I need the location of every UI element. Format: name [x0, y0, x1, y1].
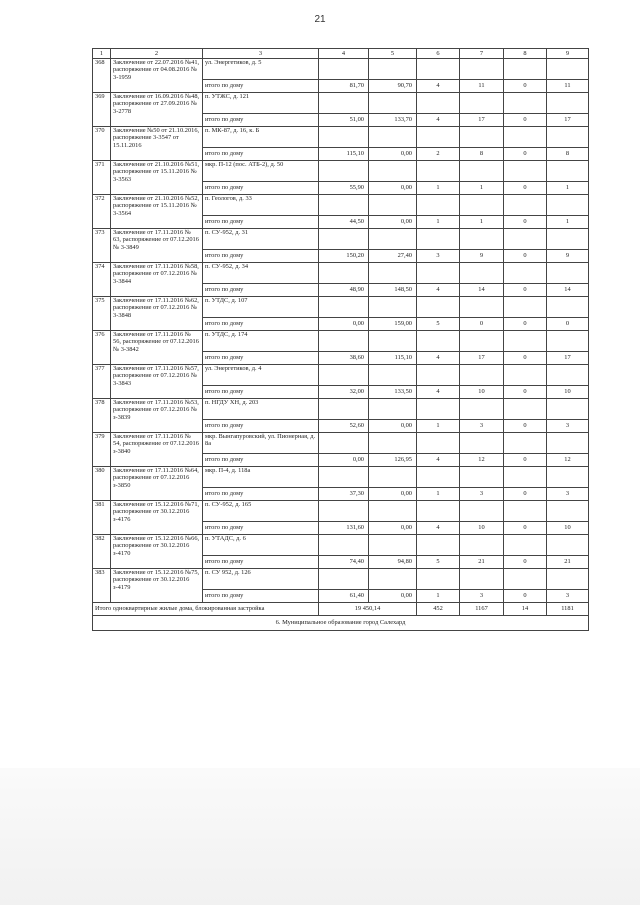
empty-cell	[417, 59, 460, 80]
empty-cell	[504, 127, 547, 148]
register-table	[92, 48, 589, 631]
value-col8: 0	[504, 454, 547, 467]
empty-cell	[547, 161, 589, 182]
empty-cell	[417, 127, 460, 148]
value-col5: 0,00	[369, 488, 417, 501]
value-col5: 0,00	[369, 148, 417, 161]
document-cell: Заключение от 22.07.2016 №41, распоряжение от 04.08.2016 № 3-1959	[111, 59, 203, 93]
empty-cell	[460, 535, 504, 556]
value-col8: 0	[504, 148, 547, 161]
row-number: 374	[93, 263, 111, 297]
empty-cell	[460, 195, 504, 216]
value-col7: 1	[460, 216, 504, 229]
empty-cell	[547, 263, 589, 284]
empty-cell	[460, 229, 504, 250]
table-row	[93, 297, 589, 318]
grand-total-label: Итого одноквартирные жилые дома, блокированная застройка	[93, 603, 319, 616]
empty-cell	[547, 127, 589, 148]
empty-cell	[460, 467, 504, 488]
empty-cell	[417, 467, 460, 488]
empty-cell	[504, 569, 547, 590]
value-col4: 38,60	[319, 352, 369, 365]
table-row	[93, 365, 589, 386]
row-number: 375	[93, 297, 111, 331]
document-cell: Заключение от 17.11.2016 № 63, распоряжение от 07.12.2016 № 3-3849	[111, 229, 203, 263]
empty-cell	[504, 535, 547, 556]
empty-cell	[547, 59, 589, 80]
house-total-label: итого по дому	[203, 420, 319, 433]
value-col8: 0	[504, 216, 547, 229]
value-col9: 21	[547, 556, 589, 569]
value-col9: 10	[547, 522, 589, 535]
table-row	[93, 229, 589, 250]
table-row	[93, 501, 589, 522]
house-total-label: итого по дому	[203, 284, 319, 297]
row-number: 372	[93, 195, 111, 229]
row-number: 376	[93, 331, 111, 365]
empty-cell	[547, 195, 589, 216]
empty-cell	[319, 127, 369, 148]
table-row	[93, 569, 589, 590]
value-col8: 0	[504, 182, 547, 195]
house-total-label: итого по дому	[203, 556, 319, 569]
value-col4: 74,40	[319, 556, 369, 569]
empty-cell	[504, 501, 547, 522]
value-col5: 0,00	[369, 216, 417, 229]
value-col7: 21	[460, 556, 504, 569]
empty-cell	[369, 331, 417, 352]
empty-cell	[460, 263, 504, 284]
empty-cell	[369, 399, 417, 420]
address-cell: п. СУ-952, д. 165	[203, 501, 319, 522]
document-cell: Заключение от 16.09.2016 №48, распоряжение от 27.09.2016 № 3-2778	[111, 93, 203, 127]
value-col7: 12	[460, 454, 504, 467]
value-col8: 0	[504, 318, 547, 331]
value-col9: 3	[547, 590, 589, 603]
value-col7: 10	[460, 386, 504, 399]
house-total-label: итого по дому	[203, 352, 319, 365]
address-cell: ул. Энергетиков, д. 4	[203, 365, 319, 386]
empty-cell	[369, 433, 417, 454]
empty-cell	[319, 93, 369, 114]
empty-cell	[460, 161, 504, 182]
document-cell: Заключение от 17.11.2016 №64, распоряжение от 07.12.2016 з-3850	[111, 467, 203, 501]
empty-cell	[369, 569, 417, 590]
value-col6: 1	[417, 590, 460, 603]
value-col7: 3	[460, 590, 504, 603]
value-col8: 0	[504, 420, 547, 433]
value-col9: 0	[547, 318, 589, 331]
value-col5: 159,00	[369, 318, 417, 331]
empty-cell	[504, 161, 547, 182]
document-cell: Заключение от 15.12.2016 №75, распоряжение от 30.12.2016 з-4179	[111, 569, 203, 603]
address-cell: п. УТДС, д. 174	[203, 331, 319, 352]
value-col5: 126,95	[369, 454, 417, 467]
value-col8: 0	[504, 80, 547, 93]
value-col5: 0,00	[369, 590, 417, 603]
section-row	[93, 616, 589, 631]
empty-cell	[319, 433, 369, 454]
address-cell: п. СУ-952, д. 34	[203, 263, 319, 284]
house-total-label: итого по дому	[203, 590, 319, 603]
value-col6: 5	[417, 556, 460, 569]
value-col7: 3	[460, 420, 504, 433]
row-number: 378	[93, 399, 111, 433]
value-col9: 1	[547, 182, 589, 195]
document-cell: Заключение от 21.10.2016 №51, распоряжение от 15.11.2016 № 3-3563	[111, 161, 203, 195]
empty-cell	[417, 263, 460, 284]
value-col6: 4	[417, 522, 460, 535]
house-total-label: итого по дому	[203, 114, 319, 127]
value-col6: 1	[417, 216, 460, 229]
value-col6: 4	[417, 284, 460, 297]
empty-cell	[460, 297, 504, 318]
document-cell: Заключение от 21.10.2016 №52, распоряжение от 15.11.2016 № 3-3564	[111, 195, 203, 229]
value-col9: 11	[547, 80, 589, 93]
row-number: 373	[93, 229, 111, 263]
value-col7: 10	[460, 522, 504, 535]
grand-total-col9: 1181	[547, 603, 589, 616]
value-col8: 0	[504, 284, 547, 297]
header-cell: 9	[547, 49, 589, 59]
row-number: 382	[93, 535, 111, 569]
empty-cell	[460, 501, 504, 522]
value-col6: 5	[417, 318, 460, 331]
table-row	[93, 195, 589, 216]
value-col8: 0	[504, 114, 547, 127]
empty-cell	[460, 127, 504, 148]
empty-cell	[319, 229, 369, 250]
empty-cell	[369, 127, 417, 148]
document-cell: Заключение от 17.11.2016 №57, распоряжение от 07.12.2016 № 3-3843	[111, 365, 203, 399]
row-number: 383	[93, 569, 111, 603]
table-row	[93, 161, 589, 182]
empty-cell	[319, 535, 369, 556]
address-cell: ул. Энергетиков, д. 5	[203, 59, 319, 80]
empty-cell	[369, 297, 417, 318]
empty-cell	[547, 365, 589, 386]
address-cell: п. СУ-952, д. 31	[203, 229, 319, 250]
header-cell: 5	[369, 49, 417, 59]
value-col9: 12	[547, 454, 589, 467]
value-col9: 10	[547, 386, 589, 399]
value-col5: 0,00	[369, 420, 417, 433]
value-col6: 4	[417, 386, 460, 399]
house-total-label: итого по дому	[203, 250, 319, 263]
empty-cell	[504, 59, 547, 80]
empty-cell	[369, 195, 417, 216]
value-col5: 133,70	[369, 114, 417, 127]
row-number: 381	[93, 501, 111, 535]
header-cell: 8	[504, 49, 547, 59]
address-cell: мкр. П-12 (пос. АТБ-2), д. 50	[203, 161, 319, 182]
empty-cell	[460, 399, 504, 420]
value-col5: 133,50	[369, 386, 417, 399]
empty-cell	[417, 331, 460, 352]
empty-cell	[417, 501, 460, 522]
empty-cell	[369, 501, 417, 522]
empty-cell	[460, 331, 504, 352]
value-col5: 0,00	[369, 182, 417, 195]
empty-cell	[369, 93, 417, 114]
row-number: 379	[93, 433, 111, 467]
empty-cell	[319, 331, 369, 352]
table-row	[93, 535, 589, 556]
value-col7: 1	[460, 182, 504, 195]
grand-total-col8: 14	[504, 603, 547, 616]
value-col4: 0,00	[319, 454, 369, 467]
value-col9: 17	[547, 114, 589, 127]
house-total-label: итого по дому	[203, 522, 319, 535]
header-cell: 2	[111, 49, 203, 59]
row-number: 371	[93, 161, 111, 195]
value-col8: 0	[504, 590, 547, 603]
header-cell: 3	[203, 49, 319, 59]
empty-cell	[417, 365, 460, 386]
value-col5: 0,00	[369, 522, 417, 535]
address-cell: п. НГДУ ХН, д. 203	[203, 399, 319, 420]
value-col6: 1	[417, 182, 460, 195]
value-col9: 3	[547, 420, 589, 433]
value-col4: 51,00	[319, 114, 369, 127]
row-number: 380	[93, 467, 111, 501]
value-col4: 131,60	[319, 522, 369, 535]
value-col5: 94,80	[369, 556, 417, 569]
empty-cell	[547, 297, 589, 318]
value-col4: 115,10	[319, 148, 369, 161]
header-cell: 4	[319, 49, 369, 59]
value-col7: 9	[460, 250, 504, 263]
document-cell: Заключение №50 от 21.10.2016, распоряжение 3-3547 от 15.11.2016	[111, 127, 203, 161]
empty-cell	[417, 569, 460, 590]
empty-cell	[319, 195, 369, 216]
value-col6: 4	[417, 114, 460, 127]
value-col8: 0	[504, 522, 547, 535]
empty-cell	[547, 331, 589, 352]
value-col8: 0	[504, 250, 547, 263]
table-row	[93, 93, 589, 114]
scan-margin	[0, 768, 640, 905]
value-col9: 14	[547, 284, 589, 297]
empty-cell	[504, 331, 547, 352]
empty-cell	[504, 433, 547, 454]
address-cell: мкр. П-4, д. 118а	[203, 467, 319, 488]
empty-cell	[417, 433, 460, 454]
value-col7: 17	[460, 352, 504, 365]
empty-cell	[319, 569, 369, 590]
value-col9: 17	[547, 352, 589, 365]
empty-cell	[547, 501, 589, 522]
value-col6: 4	[417, 80, 460, 93]
empty-cell	[369, 161, 417, 182]
empty-cell	[369, 365, 417, 386]
empty-cell	[369, 467, 417, 488]
value-col6: 1	[417, 420, 460, 433]
value-col4: 32,00	[319, 386, 369, 399]
empty-cell	[547, 433, 589, 454]
empty-cell	[369, 263, 417, 284]
header-cell: 7	[460, 49, 504, 59]
empty-cell	[504, 195, 547, 216]
value-col8: 0	[504, 386, 547, 399]
empty-cell	[504, 467, 547, 488]
value-col4: 61,40	[319, 590, 369, 603]
value-col6: 4	[417, 352, 460, 365]
value-col4: 37,30	[319, 488, 369, 501]
address-cell: п. УТАДС, д. 6	[203, 535, 319, 556]
empty-cell	[547, 569, 589, 590]
empty-cell	[417, 229, 460, 250]
value-col8: 0	[504, 556, 547, 569]
value-col9: 1	[547, 216, 589, 229]
value-col6: 1	[417, 488, 460, 501]
empty-cell	[417, 195, 460, 216]
value-col7: 17	[460, 114, 504, 127]
row-number: 370	[93, 127, 111, 161]
house-total-label: итого по дому	[203, 488, 319, 501]
value-col4: 52,60	[319, 420, 369, 433]
empty-cell	[319, 365, 369, 386]
empty-cell	[504, 297, 547, 318]
empty-cell	[504, 93, 547, 114]
header-cell: 6	[417, 49, 460, 59]
value-col9: 8	[547, 148, 589, 161]
house-total-label: итого по дому	[203, 386, 319, 399]
empty-cell	[319, 501, 369, 522]
document-cell: Заключение от 17.11.2016 №62, распоряжение от 07.12.2016 № 3-3848	[111, 297, 203, 331]
house-total-label: итого по дому	[203, 80, 319, 93]
empty-cell	[319, 161, 369, 182]
address-cell: п. УТДС, д. 107	[203, 297, 319, 318]
empty-cell	[504, 399, 547, 420]
value-col7: 3	[460, 488, 504, 501]
table-row	[93, 127, 589, 148]
table-row	[93, 263, 589, 284]
value-col6: 3	[417, 250, 460, 263]
empty-cell	[504, 365, 547, 386]
address-cell: п. СУ 952, д. 126	[203, 569, 319, 590]
empty-cell	[460, 365, 504, 386]
empty-cell	[547, 93, 589, 114]
value-col8: 0	[504, 352, 547, 365]
empty-cell	[319, 59, 369, 80]
value-col9: 3	[547, 488, 589, 501]
grand-total-col6: 452	[417, 603, 460, 616]
value-col4: 81,70	[319, 80, 369, 93]
grand-total-row	[93, 603, 589, 616]
address-cell: п. УТЖС, д. 121	[203, 93, 319, 114]
empty-cell	[369, 59, 417, 80]
value-col4: 48,90	[319, 284, 369, 297]
value-col7: 8	[460, 148, 504, 161]
empty-cell	[319, 467, 369, 488]
value-col4: 0,00	[319, 318, 369, 331]
value-col5: 90,70	[369, 80, 417, 93]
empty-cell	[547, 467, 589, 488]
empty-cell	[460, 59, 504, 80]
table-row	[93, 59, 589, 80]
house-total-label: итого по дому	[203, 216, 319, 229]
value-col6: 4	[417, 454, 460, 467]
value-col8: 0	[504, 488, 547, 501]
header-row	[93, 49, 589, 59]
house-total-label: итого по дому	[203, 182, 319, 195]
empty-cell	[417, 399, 460, 420]
value-col9: 9	[547, 250, 589, 263]
table-row	[93, 331, 589, 352]
value-col5: 27,40	[369, 250, 417, 263]
address-cell: п. МК-87, д. 16, к. Б	[203, 127, 319, 148]
empty-cell	[417, 297, 460, 318]
row-number: 369	[93, 93, 111, 127]
empty-cell	[504, 263, 547, 284]
empty-cell	[319, 399, 369, 420]
empty-cell	[504, 229, 547, 250]
header-cell: 1	[93, 49, 111, 59]
document-cell: Заключение от 17.11.2016 № 54, распоряжение от 07.12.2016 з-3840	[111, 433, 203, 467]
page-number: 21	[314, 14, 326, 25]
empty-cell	[547, 399, 589, 420]
table-row	[93, 399, 589, 420]
empty-cell	[417, 161, 460, 182]
address-cell: мкр. Вынгапуровский, ул. Пионерная, д. 8а	[203, 433, 319, 454]
document-cell: Заключение от 17.11.2016 №53, распоряжение от 07.12.2016 № з-3839	[111, 399, 203, 433]
house-total-label: итого по дому	[203, 454, 319, 467]
grand-total-col7: 1167	[460, 603, 504, 616]
value-col5: 115,10	[369, 352, 417, 365]
row-number: 368	[93, 59, 111, 93]
document-cell: Заключение от 17.11.2016 № 56, распоряжение от 07.12.2016 № 3-3842	[111, 331, 203, 365]
value-col7: 14	[460, 284, 504, 297]
section-title: 6. Муниципальное образование город Салехард	[93, 616, 589, 631]
value-col6: 2	[417, 148, 460, 161]
empty-cell	[319, 263, 369, 284]
table-row	[93, 467, 589, 488]
document-cell: Заключение от 15.12.2016 №66, распоряжение от 30.12.2016 з-4170	[111, 535, 203, 569]
value-col4: 55,90	[319, 182, 369, 195]
empty-cell	[417, 93, 460, 114]
empty-cell	[460, 93, 504, 114]
value-col4: 150,20	[319, 250, 369, 263]
house-total-label: итого по дому	[203, 318, 319, 331]
value-col7: 0	[460, 318, 504, 331]
document-cell: Заключение от 15.12.2016 №71, распоряжение от 30.12.2016 з-4176	[111, 501, 203, 535]
value-col5: 148,50	[369, 284, 417, 297]
value-col4: 44,50	[319, 216, 369, 229]
document-cell: Заключение от 17.11.2016 №58, распоряжение от 07.12.2016 № 3-3844	[111, 263, 203, 297]
empty-cell	[460, 433, 504, 454]
empty-cell	[547, 535, 589, 556]
empty-cell	[369, 535, 417, 556]
empty-cell	[417, 535, 460, 556]
grand-total-area: 19 450,14	[319, 603, 417, 616]
row-number: 377	[93, 365, 111, 399]
address-cell: п. Геологов, д. 33	[203, 195, 319, 216]
empty-cell	[547, 229, 589, 250]
empty-cell	[369, 229, 417, 250]
empty-cell	[319, 297, 369, 318]
value-col7: 11	[460, 80, 504, 93]
house-total-label: итого по дому	[203, 148, 319, 161]
table-row	[93, 433, 589, 454]
empty-cell	[460, 569, 504, 590]
